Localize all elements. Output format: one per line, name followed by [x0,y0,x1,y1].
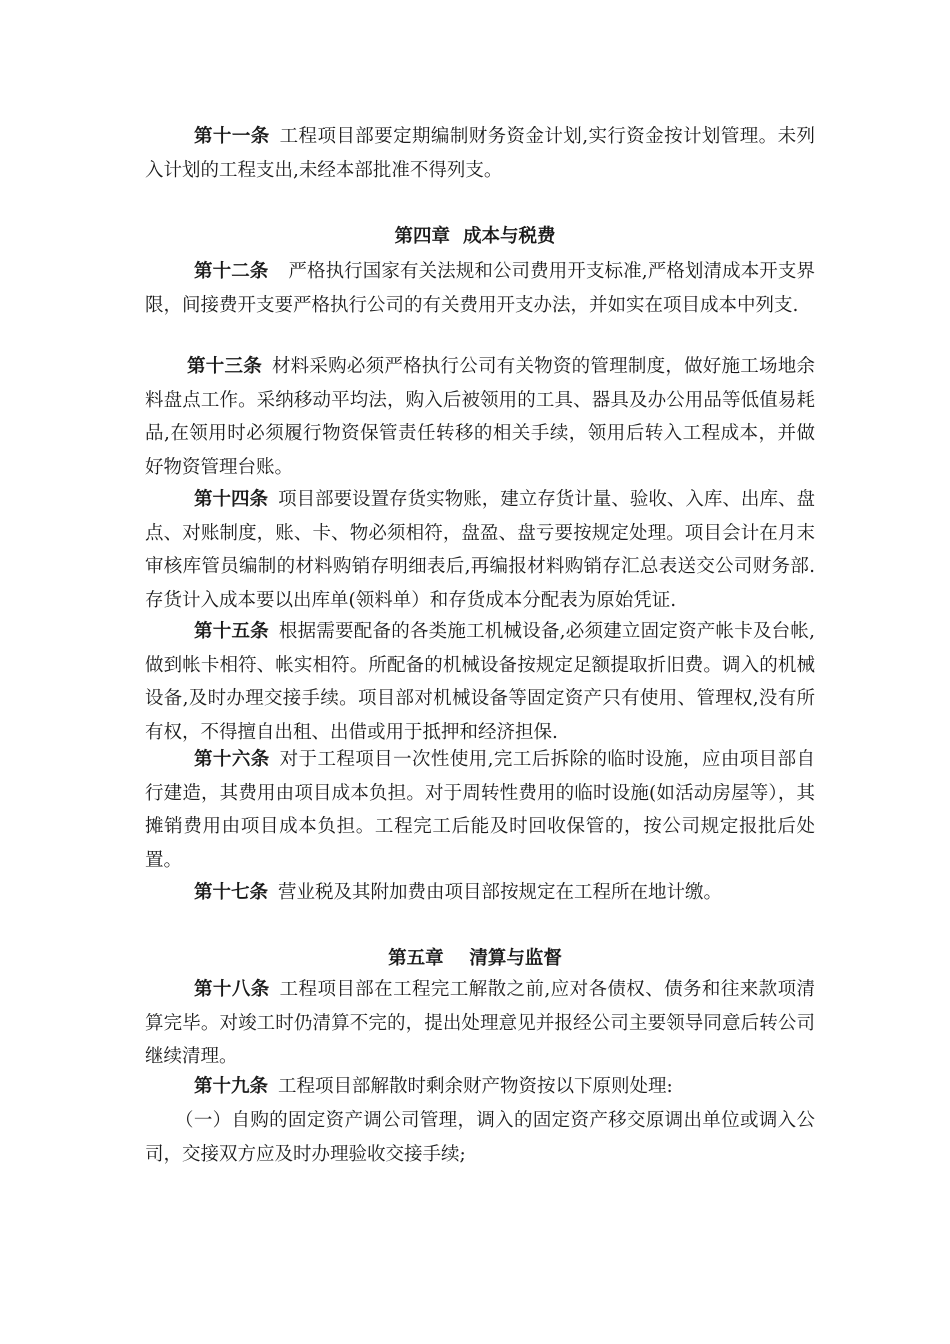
article-text: 工程项目部要定期编制财务资金计划,实行资金按计划管理。未列入计划的工程支出,未经本部批准不得列支。 [145,126,815,181]
chapter-title: 成本与税费 [462,226,556,247]
article-18 [145,973,815,1074]
article-14 [145,483,815,617]
article-12 [145,255,815,322]
article-number: 第十一条 [194,126,270,147]
article-number: 第十九条 [194,1076,269,1097]
item-text: （一）自购的固定资产调公司管理，调入的固定资产移交原调出单位或调入公司，交接双方应及时办理验收交接手续; [145,1110,815,1165]
article-16 [145,743,815,877]
article-17 [145,876,815,910]
article-text: 营业税及其附加费由项目部按规定在工程所在地计缴。 [278,882,723,903]
article-number: 第十七条 [194,882,269,903]
article-number: 第十五条 [194,621,269,642]
article-text: 材料采购必须严格执行公司有关物资的管理制度，做好施工场地余料盘点工作。采纳移动平均法，购入后被领用的工具、器具及办公用品等低值易耗品,在领用时必须履行物资保管责任转移的相关手续，领用后转入工程成本，并做好物资管理台账。 [145,356,815,478]
chapter-number: 第四章 [394,226,451,247]
chapter-title: 清算与监督 [469,948,562,969]
chapter-4-heading [0,222,950,248]
article-text: 项目部要设置存货实物账，建立存货计量、验收、入库、出库、盘点、对账制度，账、卡、物必须相符，盘盈、盘亏要按规定处理。项目会计在月末审核库管员编制的材料购销存明细表后,再编报材料购销存汇总表送交公司财务部.存货计入成本要以出库单(领料单）和存货成本分配表为原始凭证. [145,489,815,611]
article-text: 对于工程项目一次性使用,完工后拆除的临时设施，应由项目部自行建造，其费用由项目成本负担。对于周转性费用的临时设施(如活动房屋等），其摊销费用由项目成本负担。工程完工后能及时回收保管的，按公司规定报批后处置。 [145,749,815,871]
article-text: 根据需要配备的各类施工机械设备,必须建立固定资产帐卡及台帐,做到帐卡相符、帐实相符。所配备的机械设备按规定足额提取折旧费。调入的机械设备,及时办理交接手续。项目部对机械设备等固定资产只有使用、管理权,没有所有权，不得擅自出租、出借或用于抵押和经济担保. [145,621,815,743]
article-number: 第十四条 [194,489,269,510]
article-number: 第十八条 [194,979,270,1000]
article-number: 第十三条 [187,356,262,377]
article-text: 工程项目部在工程完工解散之前,应对各债权、债务和往来款项清算完毕。对竣工时仍清算不完的，提出处理意见并报经公司主要领导同意后转公司继续清理。 [145,979,815,1067]
article-19 [145,1070,815,1104]
article-text: 严格执行国家有关法规和公司费用开支标准,严格划清成本开支界限，间接费开支要严格执行公司的有关费用开支办法，并如实在项目成本中列支. [145,261,815,316]
article-11 [145,120,815,187]
chapter-5-heading [0,944,950,970]
article-number: 第十六条 [194,749,270,770]
article-19-item-1 [145,1104,815,1171]
article-number: 第十二条 [194,261,269,282]
article-13 [145,350,815,484]
article-text: 工程项目部解散时剩余财产物资按以下原则处理: [278,1076,673,1097]
chapter-number: 第五章 [388,948,444,969]
article-15 [145,615,815,749]
